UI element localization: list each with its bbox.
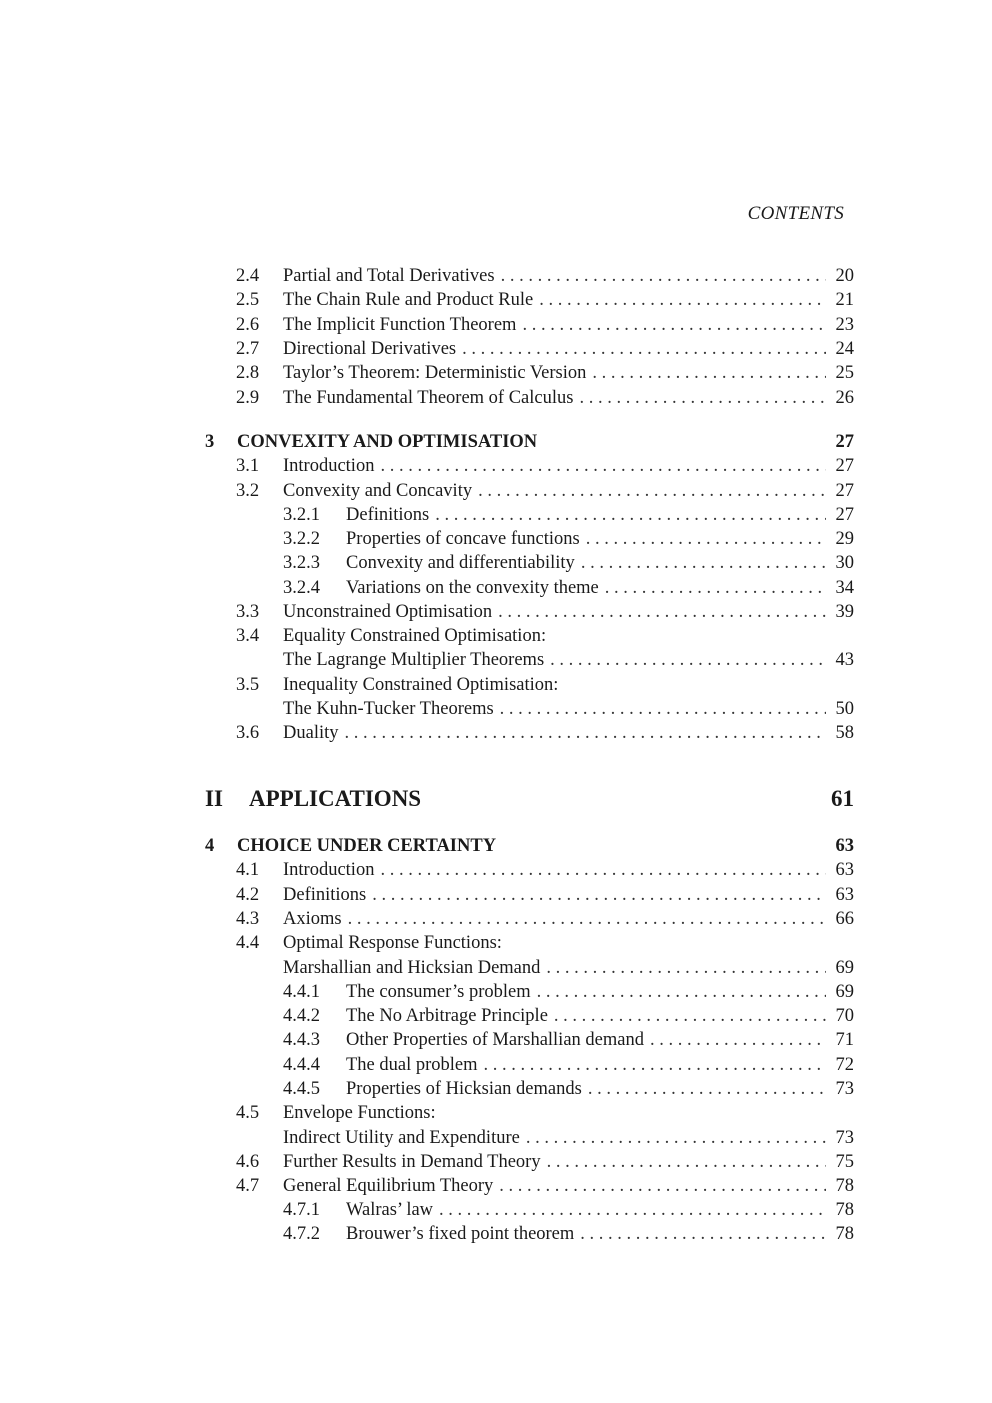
toc-entry[interactable]: [283, 315, 854, 336]
toc-page-number: 78: [835, 1200, 854, 1220]
toc-entry-number: 3: [205, 432, 215, 452]
dot-leader: [374, 456, 825, 477]
toc-entry[interactable]: [283, 933, 854, 954]
toc-entry-number: 2.5: [236, 290, 260, 310]
toc-entry-title: Further Results in Demand Theory: [283, 1152, 541, 1172]
toc-entry-number: 4.7.2: [283, 1224, 320, 1244]
toc-entry[interactable]: [283, 481, 854, 502]
toc-entry-title: The Implicit Function Theorem: [283, 315, 517, 335]
toc-entry[interactable]: [283, 1103, 854, 1124]
toc-page-number: 72: [835, 1055, 854, 1075]
toc-entry-number: 4.5: [236, 1103, 260, 1123]
dot-leader: [644, 1030, 826, 1051]
toc-entry-title: Equality Constrained Optimisation:: [283, 626, 547, 646]
toc-page-number: 26: [835, 388, 854, 408]
toc-entry[interactable]: [346, 553, 854, 574]
dot-leader: [582, 1079, 826, 1100]
toc-entry[interactable]: [283, 1128, 854, 1149]
toc-entry-title: Convexity and Concavity: [283, 481, 473, 501]
toc-entry-number: 4: [205, 836, 215, 856]
dot-leader: [574, 1224, 825, 1245]
toc-entry-title: The Fundamental Theorem of Calculus: [283, 388, 574, 408]
toc-entry-number: 3.3: [236, 602, 260, 622]
toc-entry-title: Other Properties of Marshallian demand: [346, 1030, 644, 1050]
toc-page-number: 34: [835, 578, 854, 598]
toc-entry-title: CHOICE UNDER CERTAINTY: [237, 836, 497, 856]
dot-leader: [533, 290, 825, 311]
dot-leader: [516, 315, 825, 336]
toc-entry-number: 3.2.3: [283, 553, 320, 573]
toc-entry[interactable]: [283, 650, 854, 671]
toc-page-number: 27: [835, 481, 854, 501]
toc-entry-title: Variations on the convexity theme: [346, 578, 599, 598]
toc-entry-title: Directional Derivatives: [283, 339, 457, 359]
toc-entry[interactable]: [346, 1055, 854, 1076]
toc-entry-number: 4.6: [236, 1152, 260, 1172]
toc-entry-number: 4.4: [236, 933, 260, 953]
toc-entry[interactable]: [283, 339, 854, 360]
toc-page-number: 58: [835, 723, 854, 743]
toc-page-number: 63: [835, 885, 854, 905]
toc-entry[interactable]: [346, 982, 854, 1003]
toc-entry[interactable]: [346, 1200, 854, 1221]
toc-chapter[interactable]: [237, 836, 854, 857]
toc-entry-title: The Chain Rule and Product Rule: [283, 290, 534, 310]
dot-leader: [573, 388, 825, 409]
toc-page-number: 23: [835, 315, 854, 335]
toc-entry-number: 4.4.3: [283, 1030, 320, 1050]
toc-entry-title: The consumer’s problem: [346, 982, 531, 1002]
dot-leader: [599, 578, 826, 599]
toc-page-number: 78: [835, 1224, 854, 1244]
toc-entry-title: Inequality Constrained Optimisation:: [283, 675, 559, 695]
toc-entry[interactable]: [283, 456, 854, 477]
toc-page-number: 27: [835, 505, 854, 525]
toc-entry-title: CONVEXITY AND OPTIMISATION: [237, 432, 538, 452]
toc-entry[interactable]: [283, 675, 854, 696]
toc-entry-number: 3.2.4: [283, 578, 320, 598]
toc-entry-title: General Equilibrium Theory: [283, 1176, 494, 1196]
toc-entry-number: 4.4.5: [283, 1079, 320, 1099]
toc-entry-title: Introduction: [283, 456, 375, 476]
toc-entry-title: Axioms: [283, 909, 342, 929]
toc-part[interactable]: [249, 786, 854, 812]
toc-entry-title: Duality: [283, 723, 339, 743]
toc-entry-number: 3.4: [236, 626, 260, 646]
toc-entry[interactable]: [346, 1224, 854, 1245]
toc-page-number: 66: [835, 909, 854, 929]
toc-entry-title: Properties of Hicksian demands: [346, 1079, 582, 1099]
toc-entry[interactable]: [283, 626, 854, 647]
toc-entry-number: 3.2: [236, 481, 260, 501]
dot-leader: [544, 650, 825, 671]
toc-entry-title: Brouwer’s fixed point theorem: [346, 1224, 575, 1244]
toc-entry-number: 4.7: [236, 1176, 260, 1196]
toc-entry-number: 2.6: [236, 315, 260, 335]
toc-entry-title: The Kuhn-Tucker Theorems: [283, 699, 494, 719]
toc-page-number: 29: [835, 529, 854, 549]
toc-entry-number: 2.4: [236, 266, 260, 286]
toc-entry-title: Convexity and differentiability: [346, 553, 575, 573]
toc-entry-number: 2.7: [236, 339, 260, 359]
toc-entry-title: APPLICATIONS: [249, 786, 422, 811]
toc-entry[interactable]: [346, 505, 854, 526]
toc-entry-number: 3.2.2: [283, 529, 320, 549]
dot-leader: [575, 553, 826, 574]
toc-page-number: 63: [835, 860, 854, 880]
toc-page-number: 30: [835, 553, 854, 573]
toc-page-number: 27: [835, 432, 854, 452]
toc-page-number: 63: [835, 836, 854, 856]
toc-page-number: 69: [835, 982, 854, 1002]
toc-page-number: 61: [831, 786, 854, 811]
toc-entry[interactable]: [283, 602, 854, 623]
toc-entry[interactable]: [346, 1006, 854, 1027]
toc-page-number: 70: [835, 1006, 854, 1026]
dot-leader: [456, 339, 825, 360]
dot-leader: [548, 1006, 826, 1027]
toc-entry-title: Taylor’s Theorem: Deterministic Version: [283, 363, 587, 383]
toc-entry[interactable]: [283, 860, 854, 881]
toc-entry-title: Envelope Functions:: [283, 1103, 436, 1123]
dot-leader: [492, 602, 825, 623]
toc-page-number: 71: [835, 1030, 854, 1050]
toc-page-number: 43: [835, 650, 854, 670]
toc-entry[interactable]: [283, 958, 854, 979]
toc-page-number: 21: [835, 290, 854, 310]
dot-leader: [433, 1200, 825, 1221]
toc-entry[interactable]: [283, 266, 854, 287]
toc-entry-number: 3.6: [236, 723, 260, 743]
dot-leader: [429, 505, 825, 526]
toc-page-number: 27: [835, 456, 854, 476]
toc-entry[interactable]: [346, 529, 854, 550]
toc-entry-title: Definitions: [346, 505, 430, 525]
dot-leader: [374, 860, 825, 881]
toc-entry[interactable]: [346, 1079, 854, 1100]
toc-entry-number: 3.2.1: [283, 505, 320, 525]
toc-page-number: 73: [835, 1079, 854, 1099]
toc-page-number: 24: [835, 339, 854, 359]
dot-leader: [342, 909, 826, 930]
toc-page-number: 75: [835, 1152, 854, 1172]
toc-entry-number: 4.7.1: [283, 1200, 320, 1220]
toc-entry-title: Indirect Utility and Expenditure: [283, 1128, 520, 1148]
dot-leader: [494, 699, 826, 720]
dot-leader: [520, 1128, 826, 1149]
dot-leader: [586, 363, 825, 384]
toc-entry-number: 4.4.2: [283, 1006, 320, 1026]
toc-entry[interactable]: [283, 290, 854, 311]
toc-page-number: 69: [835, 958, 854, 978]
toc-page-number: 73: [835, 1128, 854, 1148]
toc-entry-title: The No Arbitrage Principle: [346, 1006, 548, 1026]
toc-entry-title: Marshallian and Hicksian Demand: [283, 958, 541, 978]
toc-page-number: 20: [835, 266, 854, 286]
toc-entry-number: 4.4.4: [283, 1055, 320, 1075]
toc-page-number: 39: [835, 602, 854, 622]
toc-entry-title: The dual problem: [346, 1055, 478, 1075]
dot-leader: [366, 885, 825, 906]
toc-entry[interactable]: [346, 1030, 854, 1051]
toc-entry-number: 3.1: [236, 456, 260, 476]
dot-leader: [531, 982, 826, 1003]
toc-entry-number: 4.1: [236, 860, 260, 880]
toc-entry-number: 4.2: [236, 885, 260, 905]
dot-leader: [478, 1055, 826, 1076]
dot-leader: [339, 723, 826, 744]
toc-entry-title: Unconstrained Optimisation: [283, 602, 493, 622]
dot-leader: [541, 1152, 826, 1173]
toc-entry[interactable]: [283, 1176, 854, 1197]
toc-entry-title: The Lagrange Multiplier Theorems: [283, 650, 545, 670]
toc-entry[interactable]: [283, 699, 854, 720]
dot-leader: [540, 958, 825, 979]
toc-entry-number: 4.4.1: [283, 982, 320, 1002]
toc-entry-title: Definitions: [283, 885, 367, 905]
toc-entry[interactable]: [283, 1152, 854, 1173]
dot-leader: [580, 529, 826, 550]
toc-entry-number: 2.8: [236, 363, 260, 383]
dot-leader: [495, 266, 826, 287]
toc-entry-number: 3.5: [236, 675, 260, 695]
toc-page-number: 78: [835, 1176, 854, 1196]
toc-entry[interactable]: [283, 363, 854, 384]
toc-entry-number: 4.3: [236, 909, 260, 929]
toc-entry-number: 2.9: [236, 388, 260, 408]
toc-entry[interactable]: [283, 723, 854, 744]
toc-entry[interactable]: [283, 909, 854, 930]
toc-entry-title: Walras’ law: [346, 1200, 434, 1220]
toc-entry-title: Introduction: [283, 860, 375, 880]
toc-entry-title: Properties of concave functions: [346, 529, 580, 549]
running-header: CONTENTS: [747, 203, 844, 224]
toc-entry-number: II: [205, 786, 223, 811]
toc-entry[interactable]: [283, 388, 854, 409]
toc-page-number: 25: [835, 363, 854, 383]
toc-entry[interactable]: [283, 885, 854, 906]
toc-page-number: 50: [835, 699, 854, 719]
toc-entry[interactable]: [346, 578, 854, 599]
toc-entry-title: Optimal Response Functions:: [283, 933, 502, 953]
toc-chapter[interactable]: [237, 432, 854, 453]
dot-leader: [493, 1176, 825, 1197]
toc-entry-title: Partial and Total Derivatives: [283, 266, 495, 286]
dot-leader: [472, 481, 825, 502]
